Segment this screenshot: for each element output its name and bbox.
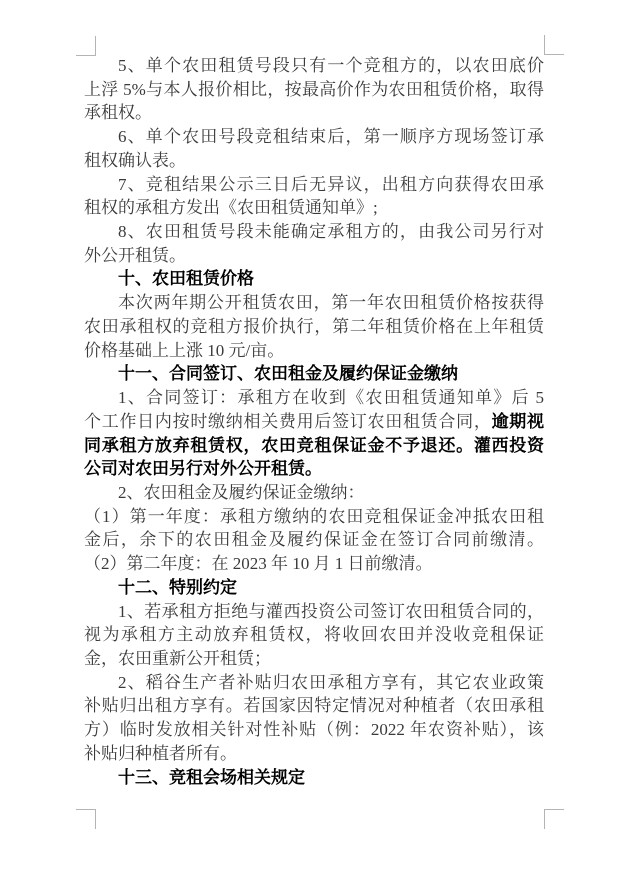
- bold-text-segment: 公司对农田另行对外公开租赁。: [84, 459, 322, 479]
- text-line: [84, 528, 544, 552]
- text-segment: 补贴归出租方享有。若国家因特定情况对种植者（农田承租: [84, 696, 544, 716]
- text-line: [84, 742, 544, 766]
- text-line: [84, 647, 544, 671]
- text-segment: 6、单个农田号段竞租结束后，第一顺序方现场签订承: [118, 127, 544, 147]
- text-segment: 1、若承租方拒绝与灌西投资公司签订农田租赁合同的，: [118, 601, 544, 621]
- text-segment: 农田承租权的竞租方报价执行，第二年租赁价格在上年租赁: [84, 316, 544, 336]
- text-line: [84, 149, 544, 173]
- text-line: [84, 339, 544, 363]
- text-line: [84, 244, 544, 268]
- text-segment: 补贴归种植者所有。: [84, 743, 237, 763]
- text-segment: 个工作日内按时缴纳相关费用后签订农田租赁合同，: [84, 411, 492, 431]
- text-segment: 5、单个农田租赁号段只有一个竞租方的，以农田底价: [118, 56, 544, 75]
- text-segment: 方）临时发放相关针对性补贴（例：2022 年农资补贴），该: [84, 720, 544, 740]
- heading-line: [84, 267, 544, 291]
- crop-mark-top-left: [76, 36, 96, 56]
- crop-mark-bottom-left: [76, 809, 96, 829]
- text-segment: 金，农田重新公开租赁；: [84, 648, 271, 668]
- text-segment: 外公开租赁。: [84, 245, 186, 265]
- bold-text-segment: 十三、竞租会场相关规定: [118, 767, 305, 787]
- text-segment: 租权确认表。: [84, 150, 186, 170]
- text-segment: 价格基础上上涨 10 元/亩。: [84, 340, 285, 360]
- text-line: [84, 410, 544, 434]
- text-segment: （2）第二年度：在 2023 年 10 月 1 日前缴清。: [84, 554, 433, 574]
- text-segment: （1）第一年度：承租方缴纳的农田竞租保证金冲抵农田租: [84, 506, 544, 526]
- text-segment: 视为承租方主动放弃租赁权，将收回农田并没收竞租保证: [84, 625, 544, 645]
- heading-line: [84, 362, 544, 386]
- text-line: [84, 386, 544, 410]
- document-text: [84, 54, 544, 789]
- text-line: [84, 173, 544, 197]
- bold-text-segment: 十一、合同签订、农田租金及履约保证金缴纳: [118, 364, 458, 384]
- text-segment: 2、农田租金及履约保证金缴纳：: [118, 482, 365, 502]
- text-line: [84, 481, 544, 505]
- text-line: [84, 718, 544, 742]
- text-segment: 金后，余下的农田租金及履约保证金在签订合同前缴清。: [84, 530, 544, 550]
- text-line: [84, 600, 544, 624]
- heading-line: [84, 434, 544, 458]
- text-line: [84, 671, 544, 695]
- text-line: [84, 694, 544, 718]
- crop-mark-bottom-right: [544, 809, 564, 829]
- text-line: [84, 54, 544, 78]
- bold-text-segment: 十、农田租赁价格: [118, 269, 254, 289]
- crop-mark-top-right: [544, 35, 564, 55]
- bold-text-segment: 同承租方放弃租赁权，农田竞租保证金不予退还。灌西投资: [84, 435, 544, 455]
- text-segment: 2、稻谷生产者补贴归农田承租方享有，其它农业政策: [118, 672, 544, 692]
- text-segment: 本次两年期公开租赁农田，第一年农田租赁价格按获得: [118, 293, 544, 313]
- text-line: [84, 101, 544, 125]
- text-segment: 1、合同签订：承租方在收到《农田租赁通知单》后 5: [118, 388, 544, 408]
- text-line: [84, 220, 544, 244]
- heading-line: [84, 766, 544, 790]
- text-segment: 租权的承租方发出《农田租赁通知单》;: [84, 198, 378, 218]
- text-segment: 上浮 5%与本人报价相比，按最高价作为农田租赁价格，取得: [84, 79, 544, 99]
- text-line: [84, 196, 544, 220]
- text-segment: 7、竞租结果公示三日后无异议，出租方向获得农田承: [118, 174, 544, 194]
- text-line: [84, 291, 544, 315]
- text-line: [84, 125, 544, 149]
- text-line: [84, 552, 544, 576]
- text-line: [84, 505, 544, 529]
- text-line: [84, 623, 544, 647]
- text-segment: 8、农田租赁号段未能确定承租方的，由我公司另行对: [118, 222, 544, 242]
- heading-line: [84, 576, 544, 600]
- heading-line: [84, 457, 544, 481]
- bold-text-segment: 逾期视: [491, 411, 544, 431]
- bold-text-segment: 十二、特别约定: [118, 577, 237, 597]
- text-line: [84, 78, 544, 102]
- text-segment: 承租权。: [84, 103, 152, 123]
- text-line: [84, 315, 544, 339]
